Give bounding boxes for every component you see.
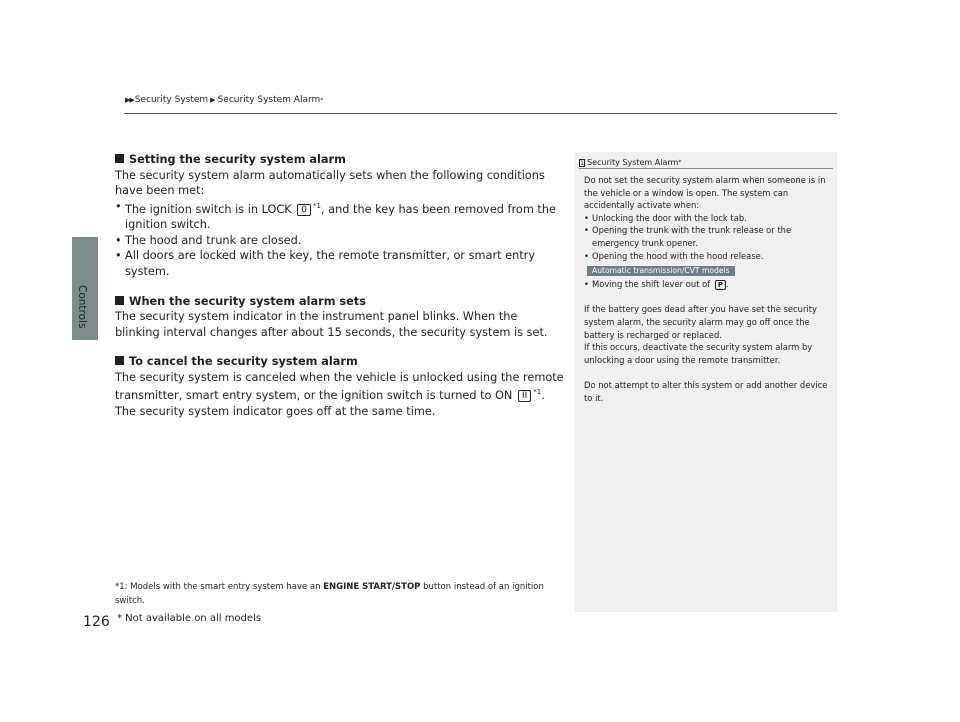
list-item-text: . <box>726 279 729 290</box>
reference-icon: 1 <box>580 159 584 167</box>
section-heading <box>115 354 565 370</box>
list-item <box>584 278 829 291</box>
sidebar-list <box>584 278 829 291</box>
footnote-ref: *1 <box>533 388 542 397</box>
section-body-text: The security system is canceled when the vehicle is unlocked using the remote transmitter, smart entry system, or the ignition switch is turned to ON <box>115 370 564 403</box>
model-badge: Automatic transmission/CVT models <box>587 266 735 276</box>
list-item <box>115 199 565 233</box>
section-heading <box>115 152 565 168</box>
breadcrumb-arrow-icon: ▶ <box>210 96 216 104</box>
footnote-suffix: button instead of an ignition switch. <box>115 582 544 606</box>
square-bullet-icon <box>115 356 124 365</box>
section-body-text: . The security system indicator goes off at the same time. <box>115 389 545 418</box>
footnote-prefix: *1: Models with the smart entry system have an <box>115 582 321 592</box>
main-content <box>115 152 565 433</box>
footnote-bold: ENGINE START/STOP <box>323 582 421 592</box>
breadcrumb-arrow-icon: ▶▶ <box>125 96 134 104</box>
park-key-icon: P <box>715 280 726 290</box>
breadcrumb-level1[interactable]: Security System <box>134 95 209 105</box>
list-item: • Opening the trunk with the trunk release or the emergency trunk opener. <box>584 224 829 249</box>
section-body <box>115 370 565 420</box>
sidebar-notes <box>575 152 837 612</box>
section-intro: The security system alarm automatically sets when the following conditions have been met: <box>115 168 545 198</box>
sidebar-paragraph: If the battery goes dead after you have set the security system alarm, the security alarm may go off once the battery is recharged or replaced. <box>584 304 817 340</box>
section-heading-text: Setting the security system alarm <box>129 153 346 166</box>
breadcrumb-asterisk: * <box>320 96 324 104</box>
list-item-text: , and the key has been removed from the ignition switch. <box>125 202 556 232</box>
sidebar-paragraph: Do not set the security system alarm when someone is in the vehicle or a window is open. The system can accidentally activate when: <box>584 175 826 211</box>
breadcrumb-level2[interactable]: Security System Alarm <box>217 95 321 105</box>
list-item-text: Moving the shift lever out of <box>592 279 711 290</box>
sidebar-title <box>579 158 833 169</box>
list-item: • All doors are locked with the key, the remote transmitter, or smart entry system. <box>115 248 565 279</box>
sidebar-paragraph: If this occurs, deactivate the security system alarm by unlocking a door using the remote transmitter. <box>584 342 813 365</box>
spacer <box>584 291 829 304</box>
breadcrumb <box>125 95 323 105</box>
sidebar-body <box>584 174 829 404</box>
square-bullet-icon <box>115 296 124 305</box>
list-item: • Unlocking the door with the lock tab. <box>584 212 829 225</box>
not-available-note: * Not available on all models <box>117 613 262 624</box>
section-heading-text: To cancel the security system alarm <box>129 355 358 369</box>
square-bullet-icon <box>115 154 124 163</box>
on-key-icon: II <box>518 390 531 402</box>
spacer <box>584 366 829 379</box>
sidebar-title-mark: * <box>678 159 682 166</box>
sidebar-title-text[interactable]: Security System Alarm <box>587 158 679 167</box>
section-setting-alarm <box>115 152 565 280</box>
section-body: The security system indicator in the instrument panel blinks. When the blinking interval changes after about 15 seconds, the security system is set. <box>115 310 548 339</box>
list-item: • The hood and trunk are closed. <box>115 233 565 249</box>
section-cancel-alarm <box>115 354 565 419</box>
list-item: • Opening the hood with the hood release. <box>584 250 829 263</box>
sidebar-paragraph: Do not attempt to alter this system or add another device to it. <box>584 379 828 403</box>
header-rule <box>124 113 837 114</box>
conditions-list <box>115 199 565 280</box>
section-alarm-sets <box>115 294 565 341</box>
section-heading-text: When the security system alarm sets <box>129 294 366 308</box>
list-item-text: The ignition switch is in LOCK <box>125 202 292 216</box>
lock-key-icon: 0 <box>297 204 311 216</box>
footnote <box>115 580 565 608</box>
page-number: 126 <box>83 614 110 630</box>
section-heading <box>115 294 565 310</box>
footnote-ref: *1 <box>313 201 321 210</box>
sidebar-list <box>584 212 829 262</box>
